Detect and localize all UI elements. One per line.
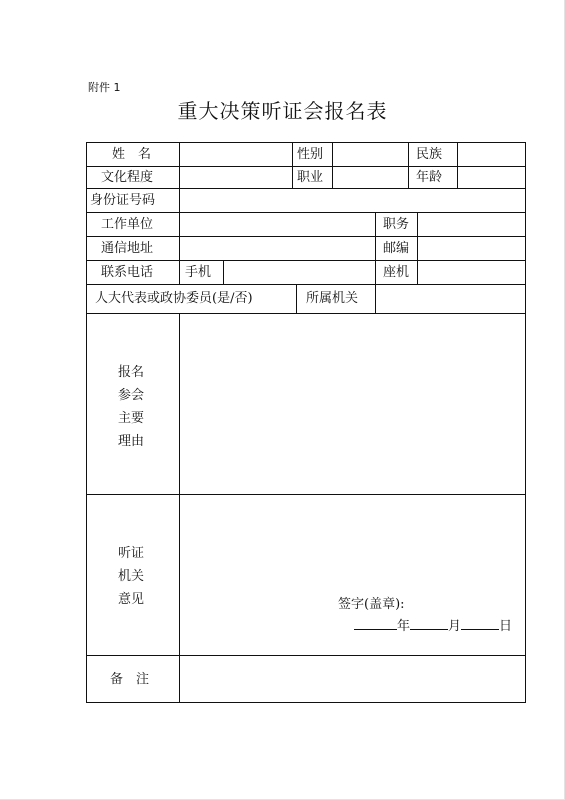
phone-label: 联系电话 [101, 265, 154, 280]
name-label: 姓 名 [112, 147, 152, 162]
affiliation-label: 所属机关 [306, 291, 359, 306]
age-label: 年龄 [416, 170, 443, 185]
registration-form-table [86, 142, 526, 703]
day-blank [461, 617, 499, 630]
annex-label: 附件 1 [88, 81, 121, 94]
address-label: 通信地址 [101, 241, 154, 256]
gender-label: 性别 [297, 147, 324, 162]
occupation-label: 职业 [297, 170, 324, 185]
year-blank [354, 617, 397, 630]
remarks-label: 备 注 [110, 672, 150, 687]
year-label: 年 [397, 619, 411, 634]
ethnicity-label: 民族 [416, 147, 443, 162]
landline-label: 座机 [383, 265, 410, 280]
signature-label: 签字(盖章): [338, 597, 405, 612]
employer-label: 工作单位 [101, 217, 154, 232]
mobile-label: 手机 [185, 265, 212, 280]
month-blank [410, 617, 448, 630]
education-label: 文化程度 [101, 170, 154, 185]
signature-date [354, 615, 512, 634]
form-title: 重大决策听证会报名表 [177, 99, 388, 123]
id-number-label: 身份证号码 [90, 193, 156, 208]
day-label: 日 [499, 619, 513, 634]
registration-reason-label: 报名 参会 主要 理由 [118, 365, 145, 449]
postcode-label: 邮编 [383, 241, 410, 256]
position-label: 职务 [383, 217, 410, 232]
hearing-authority-opinion-label: 听证 机关 意见 [118, 546, 145, 607]
deputy-label: 人大代表或政协委员(是/否) [95, 291, 253, 306]
month-label: 月 [448, 619, 462, 634]
